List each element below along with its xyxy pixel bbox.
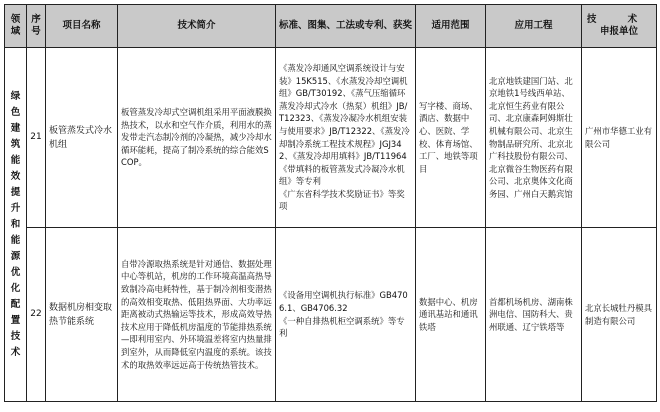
table-row: [5, 48, 657, 228]
award-item: 《广东省科学技术奖励证书》等奖项: [279, 188, 405, 212]
standards-cell: [276, 228, 416, 402]
projects-cell: 北京地铁建国门站、北京地铁1号线西单站、北京恒生药业有限公司、北京康森阿姆斯壮机械有限公司、北京生物制品研究所、北京北广科技股份有限公司、北京微谷生物医药有限公司、北京奥体文化商务园、广州白天鹅宾馆: [486, 48, 582, 228]
name-cell: 数据机房相变取热节能系统: [46, 228, 118, 402]
standard-item: 《蒸发冷却通风空调系统设计与安装》15K515、《水蒸发冷却空调机组》GB/T30192、《蒸气压缩循环蒸发冷却式冷水（热泵）机组》JB/T12323、《蒸发冷凝冷水机组安装与使用要求》JB/T12322、《蒸发冷却制冷系统工程技术规程》JGJ342、《蒸发冷却用填料》JB/T11964: [279, 62, 410, 162]
domain-cell: 绿色建筑能效提升和能源优化配置技术: [5, 48, 27, 402]
header-row: [5, 5, 657, 48]
tech-table: [4, 4, 657, 402]
header-domain: 领域: [5, 5, 27, 48]
header-standards: 标准、图集、工法或专利、获奖: [276, 5, 416, 48]
table-row: [5, 228, 657, 402]
header-scope: 适用范围: [416, 5, 486, 48]
unit-cell: 广州市华德工业有限公司: [582, 48, 657, 228]
unit-cell: 北京长城牡丹模具制造有限公司: [582, 228, 657, 402]
projects-cell: 首都机场机房、湖南株洲电信、国防科大、贵州联通、辽宁铁塔等: [486, 228, 582, 402]
header-name: 项目名称: [46, 5, 118, 48]
header-intro: 技术简介: [118, 5, 276, 48]
intro-cell: 自带冷源取热系统是针对通信、数据处理中心等机站，机房的工作环境高温高热导致制冷高电耗特性，基于制冷剂相变潜热的高效相变取热、低阻热界面、大功率远距离被动式热输运等技术，形成高效导热技术应用于降低机房温度的节能排热系统—即利用室内、外环境温差将室内热量排到室外，从而降低室内温度的系统。该技术的取热效率远远高于传统热管技术。: [118, 228, 276, 402]
standards-cell: [276, 48, 416, 228]
patent-item: 《一种自排热机柜空调系统》等专利: [279, 315, 405, 339]
scope-cell: 数据中心、机房通讯基站和通讯铁塔: [416, 228, 486, 402]
header-unit: [582, 5, 657, 48]
header-unit-prefix: 技 术: [586, 14, 652, 25]
patent-item: 《带填料的板管蒸发式冷凝冷水机组》等专利: [279, 163, 405, 187]
seq-cell: 21: [27, 48, 46, 228]
scope-cell: 写字楼、商场、酒店、数据中心、医院、学校、体育场馆、工厂、地铁等项目: [416, 48, 486, 228]
intro-cell: 板管蒸发冷却式空调机组采用平面液膜换热技术，以水和空气作介质，利用水的蒸发带走汽态制冷剂的冷凝热，减少冷却水循环能耗，提高了制冷系统的综合能效SCOP。: [118, 48, 276, 228]
header-seq: 序号: [27, 5, 46, 48]
header-unit-suffix: 申报单位: [599, 26, 638, 37]
header-projects: 应用工程: [486, 5, 582, 48]
standard-item: 《设备用空调机执行标准》GB4706.1、GB4706.32: [279, 290, 408, 313]
name-cell: 板管蒸发式冷水机组: [46, 48, 118, 228]
seq-cell: 22: [27, 228, 46, 402]
